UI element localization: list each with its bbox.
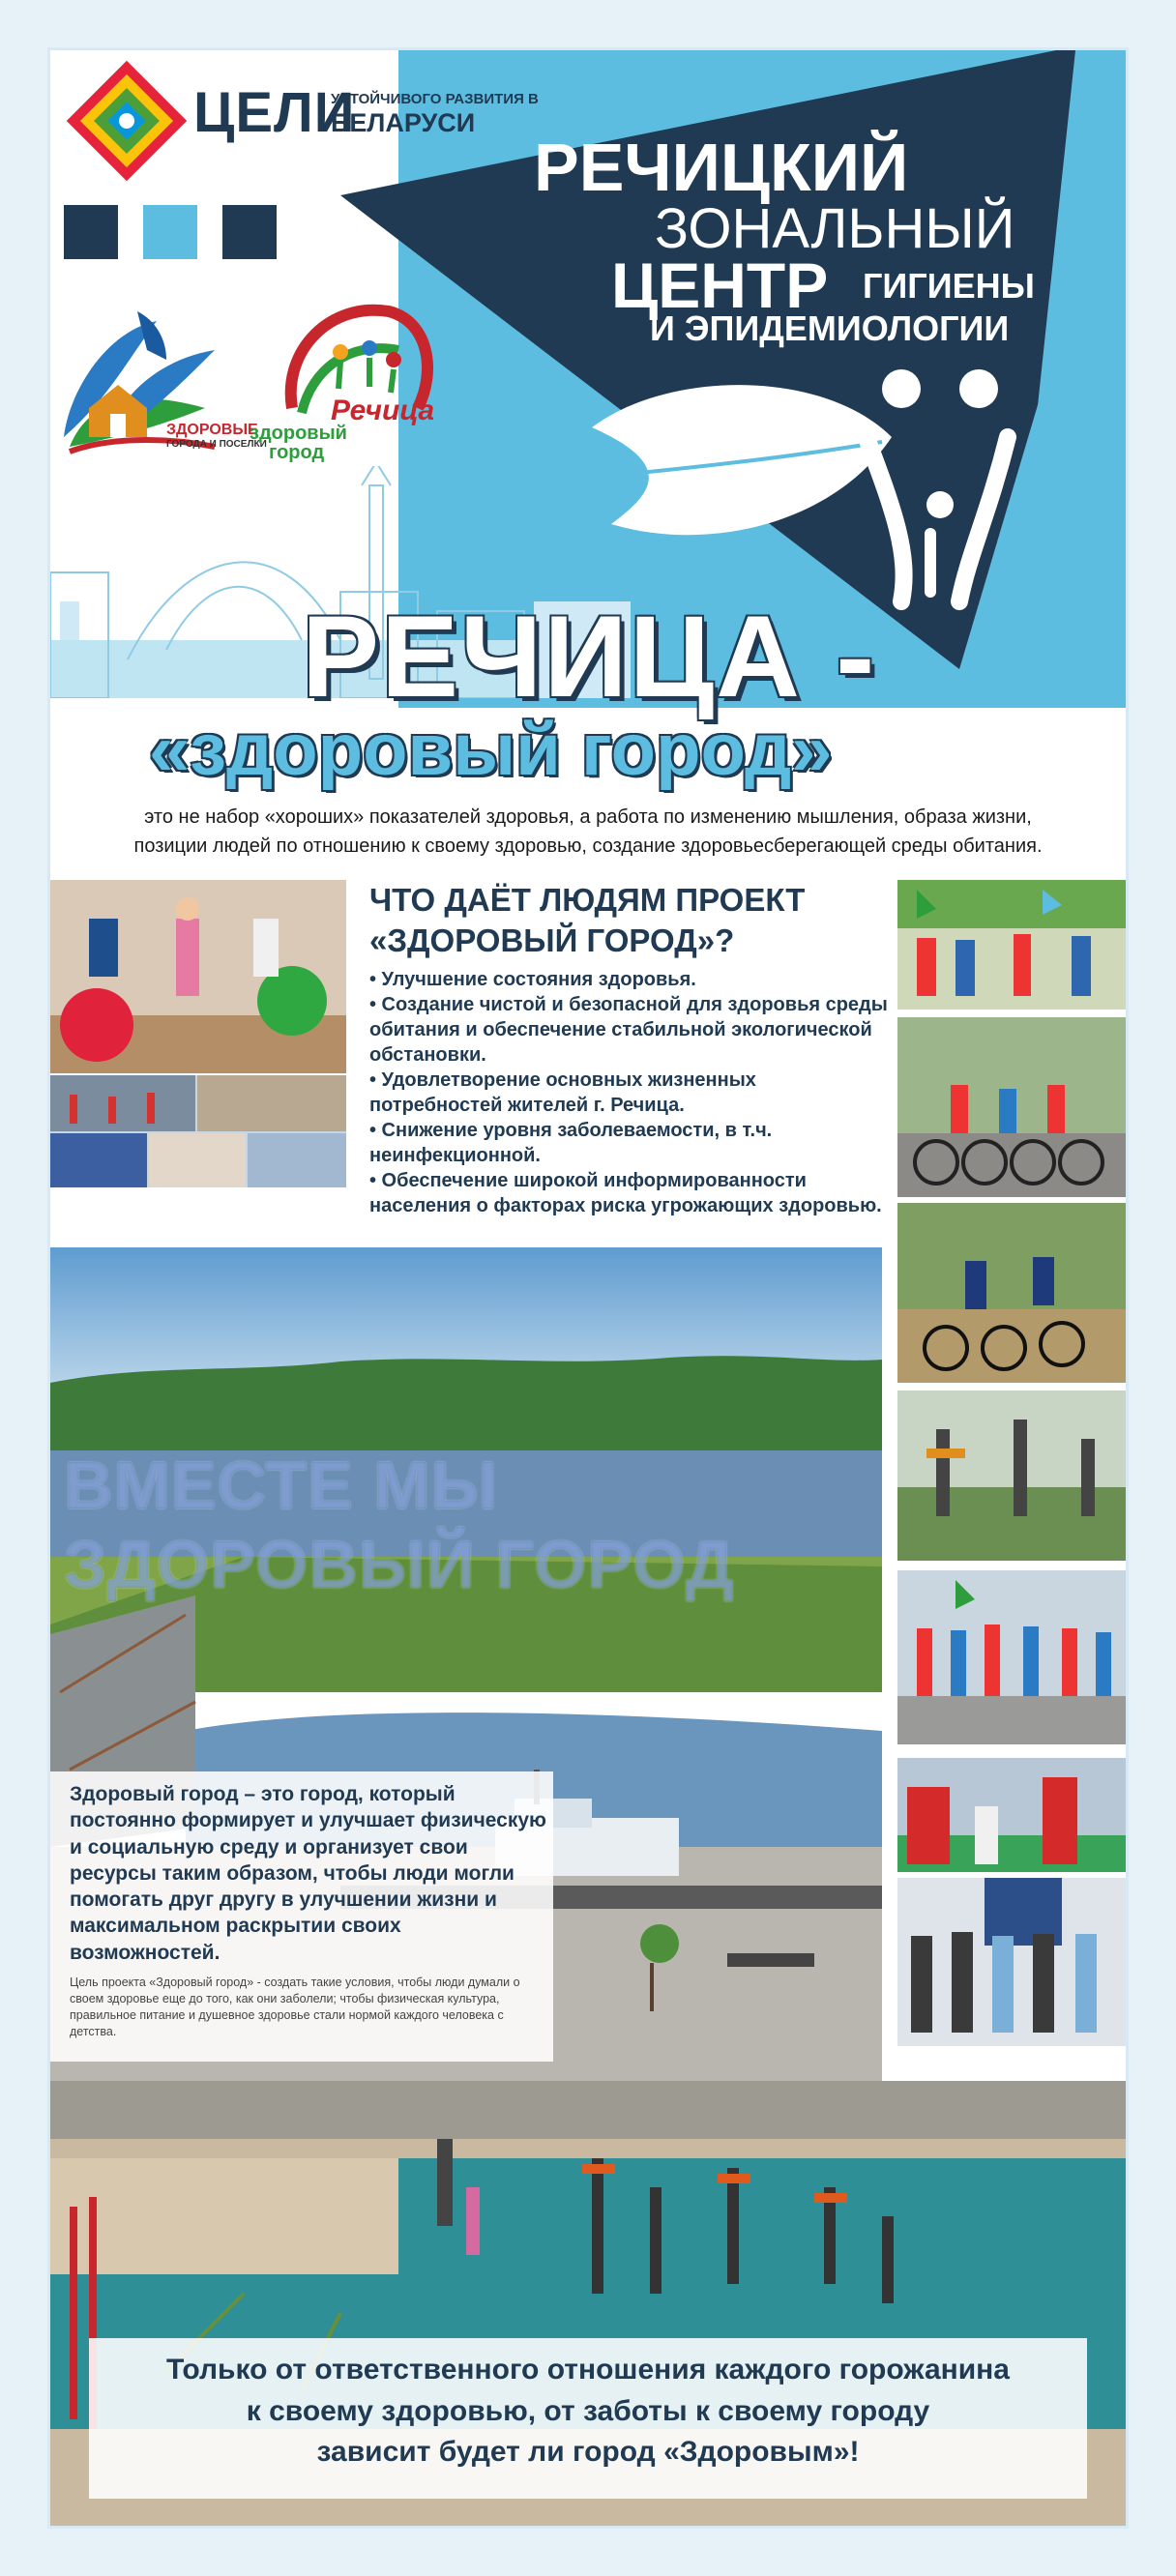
bottom-message-line2: к своему здоровью, от заботы к своему городу xyxy=(246,2394,930,2427)
sdg-logo-small-bottom: БЕЛАРУСИ xyxy=(331,108,476,137)
project-benefits-title xyxy=(369,880,805,961)
ghost-slogan-line1: ВМЕСТЕ МЫ xyxy=(64,1448,499,1523)
rechitsa-logo-caption xyxy=(250,424,347,462)
leaf-family-icon xyxy=(573,331,1017,611)
rechitsa-logo-name: Речица xyxy=(331,395,435,426)
healthy-towns-line1: ЗДОРОВЫЕ xyxy=(166,422,258,438)
headline-healthy-city: «здоровый город» xyxy=(149,709,833,791)
photo-outdoor-gym xyxy=(897,1390,1126,1561)
bottom-message-line3: зависит будет ли город «Здоровым»! xyxy=(316,2436,860,2469)
benefit-item: • Улучшение состояния здоровья. xyxy=(369,969,696,990)
headline-subtitle-line2: позиции людей по отношению к своему здоровью, создание здоровьесберегающей среды обитания. xyxy=(133,835,1043,857)
benefit-item: • Удовлетворение основных жизненных потребностей жителей г. Речица. xyxy=(369,1069,756,1116)
rechitsa-logo-line2: город xyxy=(269,442,325,463)
sdg-flower-icon xyxy=(64,58,190,184)
benefit-item: • Снижение уровня заболеваемости, в т.ч. неинфекционной. xyxy=(369,1120,773,1166)
center-title-line2: ЗОНАЛЬНЫЙ xyxy=(655,197,1015,260)
benefit-item: • Создание чистой и безопасной для здоровья среды обитания и обеспечение стабильной экологической обстановки. xyxy=(369,994,888,1066)
photo-kids-balls xyxy=(50,880,346,1073)
benefit-item: • Обеспечение широкой информированности населения о факторах риска угрожающих здоровью. xyxy=(369,1170,882,1216)
ghost-slogan-line2: ЗДОРОВЫЙ ГОРОД xyxy=(64,1527,735,1602)
photo-group-women xyxy=(897,1878,1126,2046)
project-goal-text: Цель проекта «Здоровый город» - создать такие условия, чтобы люди думали о своем здоровье еще до того, как они заболели; чтобы физическая культура, правильное питание и душевное здоровье стали нормой каждого человека с детства. xyxy=(70,1976,520,2038)
center-title-line3-big: ЦЕНТР xyxy=(611,249,829,321)
photo-crowd-flags xyxy=(897,880,1126,1010)
photo-cyclists xyxy=(897,1017,1126,1197)
headline-subtitle xyxy=(50,803,1126,861)
center-title-line4: И ЭПИДЕМИОЛОГИИ xyxy=(650,308,1010,348)
photo-river-embankment xyxy=(50,1247,882,2214)
project-benefits-title-line2: «ЗДОРОВЫЙ ГОРОД»? xyxy=(369,922,735,959)
project-benefits-list xyxy=(369,967,892,1218)
center-title-line3-small: ГИГИЕНЫ xyxy=(863,266,1035,306)
project-benefits-title-line1: ЧТО ДАЁТ ЛЮДЯМ ПРОЕКТ xyxy=(369,882,806,918)
bottom-message xyxy=(89,2350,1087,2474)
rechitsa-logo-line1: здоровый xyxy=(250,423,347,444)
sdg-logo-big: ЦЕЛИ xyxy=(193,81,356,144)
photo-kids-activity xyxy=(897,1758,1126,1872)
bottom-message-line1: Только от ответственного отношения каждого горожанина xyxy=(165,2354,1010,2386)
healthy-towns-line2: ГОРОДА И ПОСЕЛКИ xyxy=(166,439,267,451)
photo-mtb-riders xyxy=(897,1203,1126,1383)
headline-subtitle-line1: это не набор «хороших» показателей здоровья, а работа по изменению мышления, образа жизни, xyxy=(144,806,1032,828)
center-title-line1: РЕЧИЦКИЙ xyxy=(534,130,909,205)
healthy-city-definition: Здоровый город – это город, который постоянно формирует и улучшает физическую и социальную среду и организует свои ресурсы таким образом, чтобы люди могли помогать друг другу в улучшении жизни и максимальном раскрытии своих возможностей. xyxy=(70,1783,546,1964)
sdg-logo-small-top: УСТОЙЧИВОГО РАЗВИТИЯ В xyxy=(331,91,539,107)
headline-city: РЕЧИЦА - xyxy=(302,592,877,721)
poster xyxy=(50,50,1126,2526)
photo-collage-events xyxy=(50,1075,346,1187)
photo-runners xyxy=(897,1570,1126,1744)
